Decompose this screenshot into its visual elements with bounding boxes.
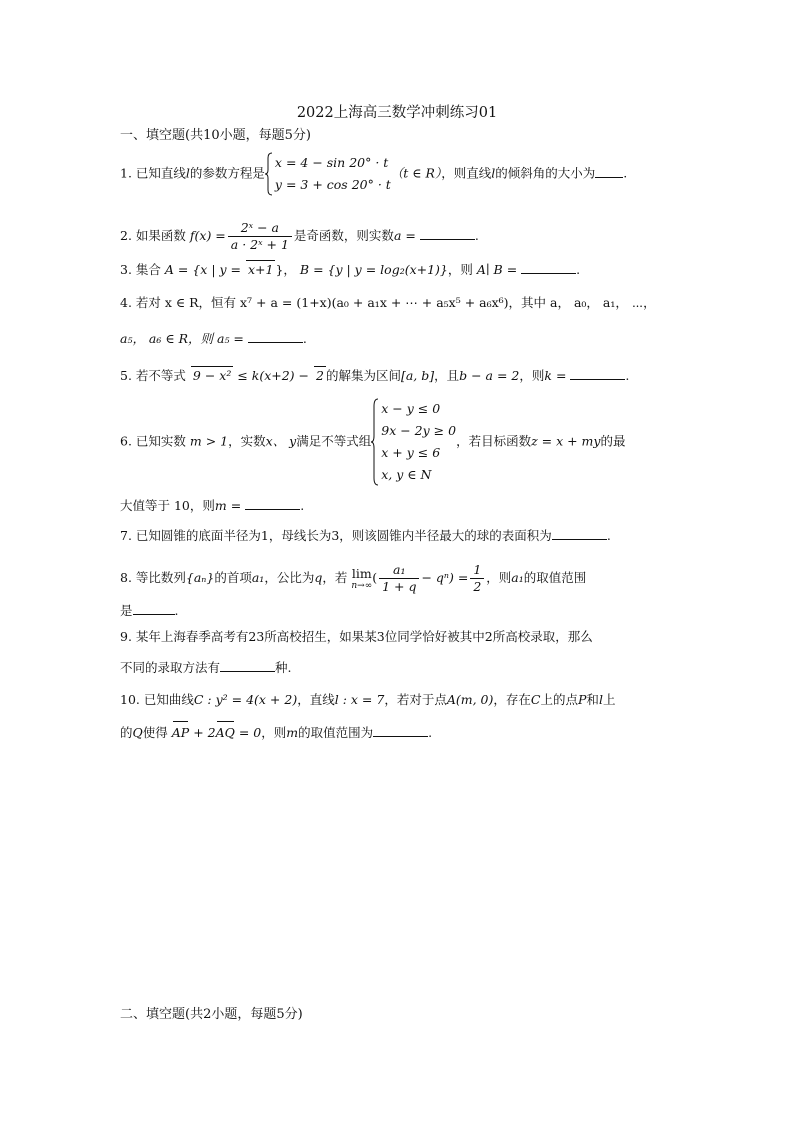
answer-blank-2 [420,227,475,240]
q10-c: C [530,692,541,707]
q6-line2-text: 大值等于 10，则 [120,498,215,513]
q8-denominator: 1 + q [382,579,417,594]
q10-vector-ap: AP [171,725,190,740]
answer-blank-6 [245,497,300,510]
q10-text-g: 和 [586,692,599,707]
q5-condition: b − a = 2 [459,368,520,383]
q10-equals: = 0 [234,725,262,740]
q6-text-e: 的最 [600,433,626,449]
q6-text-d: ，若目标函数 [456,433,532,449]
q6-m: m > 1 [189,433,229,449]
answer-blank-7 [552,527,607,540]
question-10-line-1 [120,691,615,709]
q6-text-b: ，实数 [228,433,266,449]
q8-text-e: ，则 [486,570,512,585]
answer-blank-10 [373,724,428,737]
q8-text-f: 的取值范围 [523,570,587,585]
question-6-line-2: 大值等于 10，则m = . [120,498,305,513]
q10-text-h: 上 [602,692,616,707]
page-title: 2022上海高三数学冲刺练习01 [296,105,498,121]
q3-expression: A∣ B = [476,262,518,277]
q10-q: Q [132,725,143,740]
q3-text-a: 3. 集合 [120,262,161,277]
question-2: 2. 如果函数 f(x) = $\frac{\text{2ˣ − a}}{\text{a · 2ˣ + 1}}$ 是奇函数，则实数a = . [120,220,479,252]
q6-var-m: m = [214,498,242,513]
answer-blank-1 [595,165,623,178]
q5-interval: [a, b] [400,368,435,383]
q10-line2-d: 的取值范围为 [298,725,374,740]
q1-var-l2: l [491,165,496,181]
q6-xy: x、 y [265,433,297,449]
q4-text-a: a₅， a₆ ∈ R，则 [120,331,214,346]
q6-row-3: x + y ≤ 6 [381,445,441,460]
q10-line2-a: 的 [120,725,133,740]
q8-text-c: ，公比为 [264,570,315,585]
question-6-line-1 [120,398,626,486]
q5-text-e: ，且 [434,368,460,383]
q1-text-a: 1. 已知直线 [120,165,186,181]
q10-text-d: ，若对于点 [384,692,447,707]
q8-half-den: 2 [473,579,482,594]
question-8-line-2: 是 . [120,603,179,618]
q9-text-a: 不同的录取方法有 [120,660,221,675]
q1-text-b: 的参数方程是 [189,165,265,181]
q8-q: q [314,570,323,585]
q10-p: P [578,692,587,707]
q5-var-k: k = [544,368,567,383]
q8-lim-sub: n→∞ [351,580,373,591]
q5-text-g: ，则 [519,368,545,383]
question-10-line-2: 的Q使得 AP + 2AQ = 0，则m的取值范围为 . [120,725,433,740]
q2-var-a: a = [393,228,416,243]
question-1: 1. 已知直线l的参数方程是 x = 4 − sin 20° · t y = 3 + cos 20° · t （t ∈ R），则直线l的倾斜角的大小为 . [120,152,627,196]
section-heading-1: 一、填空题(共10小题，每题5分) [120,128,311,143]
q5-sqrt: 9 − x² [192,368,232,383]
q8-text-b: 的首项 [214,570,252,585]
q5-text-c: 的解集为区间 [325,368,401,383]
q3-set-a-close: }， [275,262,296,277]
q6-text-c: 满足不等式组 [296,433,372,449]
question-3: 3. 集合 A = {x | y = x+1 }， B = {y | y = log₂(x+1)}，则 A∣ B = . [120,262,581,277]
q1-var-l: l [185,165,190,181]
q3-sqrt: x+1 [247,262,274,277]
q8-a1-b: a₁ [511,570,524,585]
q8-line2: 是 [120,603,133,618]
brace-icon [371,398,379,486]
q10-l: l [598,692,603,707]
q8-text-d: ，若 [322,570,348,585]
question-4-line-2: a₅， a₆ ∈ R，则 a₅ = . [120,331,307,346]
q10-line: l : x = 7 [334,692,385,707]
q2-fraction [228,220,292,253]
q10-line2-c: ，则 [261,725,287,740]
q8-limit [351,567,372,591]
q10-line2-b: 使得 [142,725,168,740]
q10-text-a: 10. 已知曲线 [120,692,194,707]
q3-text-c: ，则 [447,262,473,277]
q10-curve: C : y² = 4(x + 2) [193,692,298,707]
q1-param-system [265,152,391,196]
answer-blank-9 [220,659,275,672]
q1-condition: （t ∈ R） [390,165,442,181]
q2-denominator: a · 2ˣ + 1 [230,237,289,252]
q8-lim: lim [351,565,372,581]
q2-text-a: 2. 如果函数 [120,228,186,243]
q6-row-1: x − y ≤ 0 [381,401,441,416]
q8-half [470,562,484,595]
question-4-line-1: 4. 若对 x ∈ R，恒有 x⁷ + a = (1+x)(a₀ + a₁x + ⋯ + a₅x⁵ + a₆x⁶)，其中 a， a₀， a₁， ⋯， [120,295,656,310]
q1-row-2: y = 3 + cos 20° · t [274,177,391,192]
q5-sqrt-2: 2 [315,368,324,383]
brace-icon [265,152,273,196]
q1-row-1: x = 4 − sin 20° · t [274,155,389,170]
question-9-line-2 [120,659,292,677]
q6-row-2: 9x − 2y ≥ 0 [381,423,457,438]
q6-row-4: x, y ∈ N [381,467,432,482]
q3-set-b: B = {y | y = log₂(x+1)} [299,262,448,277]
answer-blank-5 [570,367,625,380]
q2-numerator: 2ˣ − a [228,220,292,237]
q8-text-a: 8. 等比数列 [120,570,186,585]
q10-vector-aq: AQ [215,725,235,740]
q1-text-c: ，则直线 [441,165,492,181]
q6-text-a: 6. 已知实数 [120,433,186,449]
q8-a1: a₁ [251,570,265,585]
q4-var: a₅ = [217,331,244,346]
answer-blank-4 [248,330,303,343]
q8-fraction [379,562,419,595]
q8-minus: − qⁿ) = [421,570,469,585]
q3-set-a: A = {x | y = [164,262,245,277]
question-5: 5. 若不等式 9 − x² ≤ k(x+2) − 2 的解集为区间[a, b]，且b − a = 2，则k = . [120,368,630,383]
question-7: 7. 已知圆锥的底面半径为1，母线长为3，则该圆锥内半径最大的球的表面积为 . [120,528,611,543]
question-9-line-1: 9. 某年上海春季高考有23所高校招生，如果某3位同学恰好被其中2所高校录取，那么 [120,629,593,644]
answer-blank-3 [521,261,576,274]
q7-text: 7. 已知圆锥的底面半径为1，母线长为3，则该圆锥内半径最大的球的表面积为 [120,528,552,543]
q2-text-b: 是奇函数，则实数 [293,228,394,243]
q5-text-a: 5. 若不等式 [120,368,186,383]
q1-text-d: 的倾斜角的大小为 [495,165,596,181]
q8-half-num: 1 [470,562,484,579]
q10-text-e: ，存在 [493,692,531,707]
section-heading-2: 二、填空题(共2小题，每题5分) [120,1007,303,1022]
question-8: 8. 等比数列{aₙ}的首项a₁，公比为q，若 lim n→∞ ( $\frac{\text{a₁}}{1 + q}$ − qⁿ) = $\frac{1}{2}$ ，则a₁的取值范围 [120,562,587,594]
q8-sequence: {aₙ} [185,570,215,585]
q5-inequality: ≤ k(x+2) − [237,368,313,383]
q2-function: f(x) = [189,228,226,243]
q10-m: m [286,725,299,740]
q6-inequality-system [371,398,456,486]
q10-text-b: ，直线 [297,692,335,707]
q10-point-a: A(m, 0) [446,692,494,707]
q9-text-b: 种. [275,660,292,675]
answer-blank-8 [133,602,175,615]
q10-plus: + 2 [189,725,216,740]
q6-objective: z = x + my [531,433,601,449]
q10-text-f: 上的点 [540,692,578,707]
q8-numerator: a₁ [379,562,419,579]
